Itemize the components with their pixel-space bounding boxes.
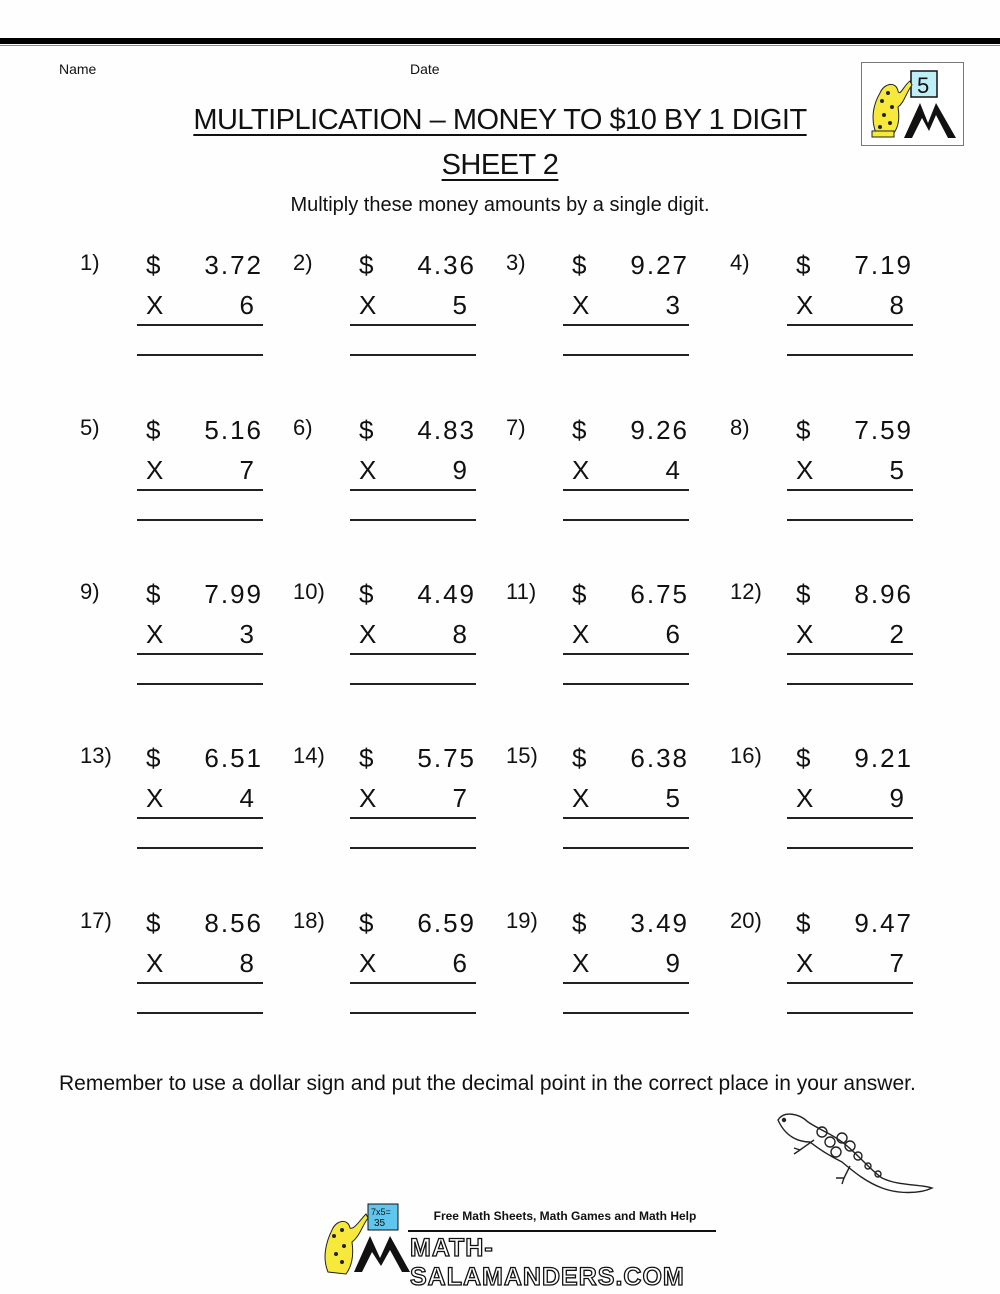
- times-sign: X: [146, 619, 164, 649]
- amount-value: 3.72: [204, 250, 263, 280]
- salamander-icon: [770, 1112, 940, 1198]
- problem-item: [293, 908, 503, 1058]
- problem-item: [80, 743, 290, 893]
- problem-number: 19): [506, 908, 538, 933]
- svg-text:7x5=: 7x5=: [371, 1207, 391, 1217]
- multiplier-digit: 8: [889, 290, 904, 320]
- multiplier-digit: 9: [665, 948, 680, 978]
- amount-value: 6.38: [630, 743, 689, 773]
- date-label: Date: [410, 61, 440, 77]
- dollar-sign: $: [796, 908, 813, 938]
- amount-value: 3.49: [630, 908, 689, 938]
- dollar-sign: $: [146, 415, 163, 445]
- problem-item: [506, 908, 716, 1058]
- amount-value: 4.49: [417, 579, 476, 609]
- answer-line[interactable]: [137, 1012, 263, 1014]
- problem-item: [80, 579, 290, 729]
- times-sign: X: [796, 783, 814, 813]
- dollar-sign: $: [572, 415, 589, 445]
- times-sign: X: [146, 783, 164, 813]
- multiplier-digit: 7: [889, 948, 904, 978]
- problem-number: 18): [293, 908, 325, 933]
- times-sign: X: [359, 783, 377, 813]
- problem-item: [293, 579, 503, 729]
- site-name: MATH-SALAMANDERS.COM: [410, 1234, 685, 1291]
- dollar-sign: $: [146, 579, 163, 609]
- multiplier-line: [563, 619, 689, 655]
- dollar-sign: $: [796, 415, 813, 445]
- problem-item: [80, 908, 290, 1058]
- times-sign: X: [796, 619, 814, 649]
- dollar-sign: $: [796, 743, 813, 773]
- problem-number: 5): [80, 415, 100, 440]
- multiplier-line: [563, 455, 689, 491]
- problem-item: [80, 415, 290, 565]
- answer-line[interactable]: [787, 354, 913, 356]
- multiplier-line: [787, 948, 913, 984]
- times-sign: X: [572, 948, 590, 978]
- dollar-sign: $: [572, 743, 589, 773]
- top-rule: [0, 38, 1000, 44]
- times-sign: X: [146, 455, 164, 485]
- multiplier-line: [350, 455, 476, 491]
- multiplier-digit: 9: [452, 455, 467, 485]
- dollar-sign: $: [146, 743, 163, 773]
- dollar-sign: $: [359, 743, 376, 773]
- multiplier-digit: 6: [452, 948, 467, 978]
- problem-number: 10): [293, 579, 325, 604]
- reminder-text: Remember to use a dollar sign and put the decimal point in the correct place in your answer.: [59, 1072, 916, 1095]
- times-sign: X: [572, 619, 590, 649]
- answer-line[interactable]: [350, 354, 476, 356]
- multiplier-digit: 5: [665, 783, 680, 813]
- multiplier-digit: 8: [452, 619, 467, 649]
- amount-value: 9.47: [854, 908, 913, 938]
- page-title: MULTIPLICATION – MONEY TO $10 BY 1 DIGIT: [193, 104, 807, 136]
- dollar-sign: $: [146, 250, 163, 280]
- multiplier-line: [350, 948, 476, 984]
- answer-line[interactable]: [563, 1012, 689, 1014]
- times-sign: X: [146, 290, 164, 320]
- problem-item: [506, 579, 716, 729]
- answer-line[interactable]: [137, 519, 263, 521]
- multiplier-digit: 4: [665, 455, 680, 485]
- times-sign: X: [359, 455, 377, 485]
- multiplier-line: [137, 290, 263, 326]
- times-sign: X: [796, 290, 814, 320]
- times-sign: X: [796, 455, 814, 485]
- times-sign: X: [146, 948, 164, 978]
- footer-rule: [408, 1230, 716, 1232]
- amount-value: 7.19: [854, 250, 913, 280]
- dollar-sign: $: [796, 579, 813, 609]
- amount-value: 6.59: [417, 908, 476, 938]
- instructions: Multiply these money amounts by a single digit.: [290, 194, 710, 216]
- answer-line[interactable]: [787, 847, 913, 849]
- multiplier-line: [137, 619, 263, 655]
- amount-value: 4.83: [417, 415, 476, 445]
- dollar-sign: $: [359, 415, 376, 445]
- times-sign: X: [359, 948, 377, 978]
- problem-item: [506, 743, 716, 893]
- dollar-sign: $: [359, 579, 376, 609]
- answer-line[interactable]: [137, 683, 263, 685]
- footer-tagline: Free Math Sheets, Math Games and Math Help: [433, 1209, 697, 1223]
- problem-item: [506, 250, 716, 400]
- answer-line[interactable]: [137, 354, 263, 356]
- amount-value: 9.27: [630, 250, 689, 280]
- answer-line[interactable]: [350, 683, 476, 685]
- problem-item: [293, 743, 503, 893]
- answer-line[interactable]: [563, 847, 689, 849]
- multiplier-digit: 4: [239, 783, 254, 813]
- amount-value: 9.21: [854, 743, 913, 773]
- multiplier-digit: 2: [889, 619, 904, 649]
- problem-number: 4): [730, 250, 750, 275]
- problem-number: 11): [506, 579, 537, 604]
- amount-value: 8.96: [854, 579, 913, 609]
- problem-item: [293, 415, 503, 565]
- times-sign: X: [359, 619, 377, 649]
- times-sign: X: [359, 290, 377, 320]
- multiplier-line: [787, 455, 913, 491]
- problem-item: [293, 250, 503, 400]
- top-rule-thin: [0, 45, 1000, 46]
- problem-number: 16): [730, 743, 762, 768]
- multiplier-digit: 6: [665, 619, 680, 649]
- times-sign: X: [796, 948, 814, 978]
- answer-line[interactable]: [137, 847, 263, 849]
- dollar-sign: $: [359, 908, 376, 938]
- problem-number: 15): [506, 743, 538, 768]
- problem-item: [730, 415, 940, 565]
- amount-value: 5.16: [204, 415, 263, 445]
- multiplier-digit: 9: [889, 783, 904, 813]
- amount-value: 7.99: [204, 579, 263, 609]
- amount-value: 9.26: [630, 415, 689, 445]
- name-label: Name: [59, 61, 97, 77]
- dollar-sign: $: [572, 250, 589, 280]
- dollar-sign: $: [572, 579, 589, 609]
- answer-line[interactable]: [350, 519, 476, 521]
- problem-number: 1): [80, 250, 100, 275]
- multiplier-line: [350, 290, 476, 326]
- problem-item: [730, 250, 940, 400]
- answer-line[interactable]: [563, 519, 689, 521]
- problem-number: 3): [506, 250, 526, 275]
- dollar-sign: $: [796, 250, 813, 280]
- svg-text:35: 35: [374, 1218, 386, 1229]
- problem-number: 8): [730, 415, 750, 440]
- multiplier-line: [563, 948, 689, 984]
- multiplier-line: [137, 948, 263, 984]
- answer-line[interactable]: [787, 1012, 913, 1014]
- times-sign: X: [572, 290, 590, 320]
- multiplier-line: [787, 619, 913, 655]
- problem-number: 9): [80, 579, 100, 604]
- multiplier-digit: 3: [239, 619, 254, 649]
- multiplier-digit: 6: [239, 290, 254, 320]
- problem-item: [506, 415, 716, 565]
- multiplier-line: [350, 783, 476, 819]
- problem-number: 14): [293, 743, 325, 768]
- amount-value: 6.75: [630, 579, 689, 609]
- multiplier-digit: 8: [239, 948, 254, 978]
- salamander-logo-icon: [320, 1200, 416, 1280]
- answer-line[interactable]: [787, 519, 913, 521]
- grade-badge: 5: [917, 73, 930, 98]
- problem-item: [80, 250, 290, 400]
- answer-line[interactable]: [563, 354, 689, 356]
- dollar-sign: $: [572, 908, 589, 938]
- answer-line[interactable]: [787, 683, 913, 685]
- amount-value: 6.51: [204, 743, 263, 773]
- multiplier-digit: 5: [452, 290, 467, 320]
- multiplier-line: [137, 455, 263, 491]
- amount-value: 5.75: [417, 743, 476, 773]
- multiplier-line: [563, 783, 689, 819]
- multiplier-digit: 7: [452, 783, 467, 813]
- multiplier-line: [787, 290, 913, 326]
- answer-line[interactable]: [563, 683, 689, 685]
- dollar-sign: $: [359, 250, 376, 280]
- answer-line[interactable]: [350, 1012, 476, 1014]
- multiplier-line: [137, 783, 263, 819]
- problem-item: [730, 908, 940, 1058]
- problem-number: 12): [730, 579, 762, 604]
- page-subtitle: SHEET 2: [441, 149, 559, 181]
- footer-branding: [320, 1200, 720, 1291]
- multiplier-line: [350, 619, 476, 655]
- multiplier-digit: 3: [665, 290, 680, 320]
- problem-number: 13): [80, 743, 112, 768]
- dollar-sign: $: [146, 908, 163, 938]
- times-sign: X: [572, 783, 590, 813]
- multiplier-line: [787, 783, 913, 819]
- problem-number: 6): [293, 415, 313, 440]
- multiplier-line: [563, 290, 689, 326]
- problem-number: 7): [506, 415, 526, 440]
- problem-item: [730, 743, 940, 893]
- multiplier-digit: 5: [889, 455, 904, 485]
- multiplier-digit: 7: [239, 455, 254, 485]
- amount-value: 4.36: [417, 250, 476, 280]
- times-sign: X: [572, 455, 590, 485]
- problem-item: [730, 579, 940, 729]
- answer-line[interactable]: [350, 847, 476, 849]
- problem-number: 17): [80, 908, 112, 933]
- problem-number: 20): [730, 908, 762, 933]
- amount-value: 8.56: [204, 908, 263, 938]
- amount-value: 7.59: [854, 415, 913, 445]
- problem-number: 2): [293, 250, 313, 275]
